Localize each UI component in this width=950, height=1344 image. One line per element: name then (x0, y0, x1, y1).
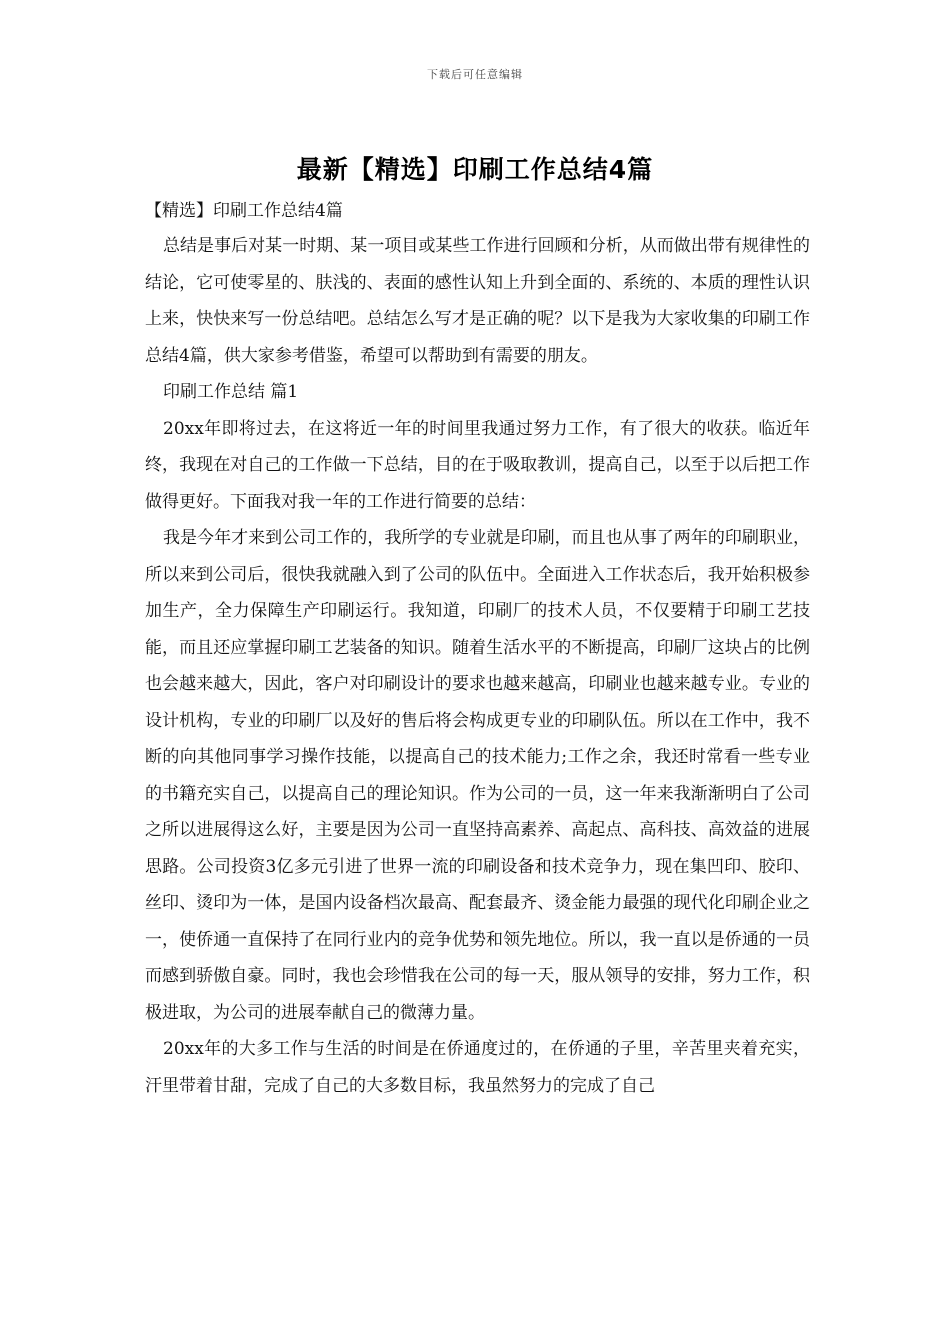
document-body (145, 198, 810, 1104)
body-paragraph-3: 20xx年的大多工作与生活的时间是在侨通度过的，在侨通的子里，辛苦里夹着充实，汗里带着甘甜，完成了自己的大多数目标，我虽然努力的完成了自己 (145, 1039, 810, 1096)
document-title: 最新【精选】印刷工作总结4篇 (296, 155, 654, 184)
body-paragraph-2: 我是今年才来到公司工作的，我所学的专业就是印刷，而且也从事了两年的印刷职业，所以来到公司后，很快我就融入到了公司的队伍中。全面进入工作状态后，我开始积极参加生产，全力保障生产印刷运行。我知道，印刷厂的技术人员，不仅要精于印刷工艺技能，而且还应掌握印刷工艺装备的知识。随着生活水平的不断提高，印刷厂这块占的比例也会越来越大，因此，客户对印刷设计的要求也越来越高，印刷业也越来越专业。专业的设计机构，专业的印刷厂以及好的售后将会构成更专业的印刷队伍。所以在工作中，我不断的向其他同事学习操作技能，以提高自己的技术能力;工作之余，我还时常看一些专业的书籍充实自己，以提高自己的理论知识。作为公司的一员，这一年来我渐渐明白了公司之所以进展得这么好，主要是因为公司一直坚持高素养、高起点、高科技、高效益的进展思路。公司投资3亿多元引进了世界一流的印刷设备和技术竞争力，现在集凹印、胶印、丝印、烫印为一体，是国内设备档次最高、配套最齐、烫金能力最强的现代化印刷企业之一，使侨通一直保持了在同行业内的竞争优势和领先地位。所以，我一直以是侨通的一员而感到骄傲自豪。同时，我也会珍惜我在公司的每一天，服从领导的安排，努力工作，积极进取，为公司的进展奉献自己的微薄力量。 (145, 528, 810, 1023)
document-subtitle: 【精选】印刷工作总结4篇 (145, 201, 343, 221)
header-note: 下载后可任意编辑 (427, 68, 523, 81)
body-paragraph-1: 20xx年即将过去，在这将近一年的时间里我通过努力工作，有了很大的收获。临近年终，我现在对自己的工作做一下总结，目的在于吸取教训，提高自己，以至于以后把工作做得更好。下面我对我一年的工作进行简要的总结： (145, 418, 810, 512)
intro-paragraph: 总结是事后对某一时期、某一项目或某些工作进行回顾和分析，从而做出带有规律性的结论，它可使零星的、肤浅的、表面的感性认知上升到全面的、系统的、本质的理性认识上来，快快来写一份总结吧。总结怎么写才是正确的呢？以下是我为大家收集的印刷工作总结4篇，供大家参考借鉴，希望可以帮助到有需要的朋友。 (145, 236, 810, 366)
section-heading: 印刷工作总结 篇1 (163, 382, 299, 402)
